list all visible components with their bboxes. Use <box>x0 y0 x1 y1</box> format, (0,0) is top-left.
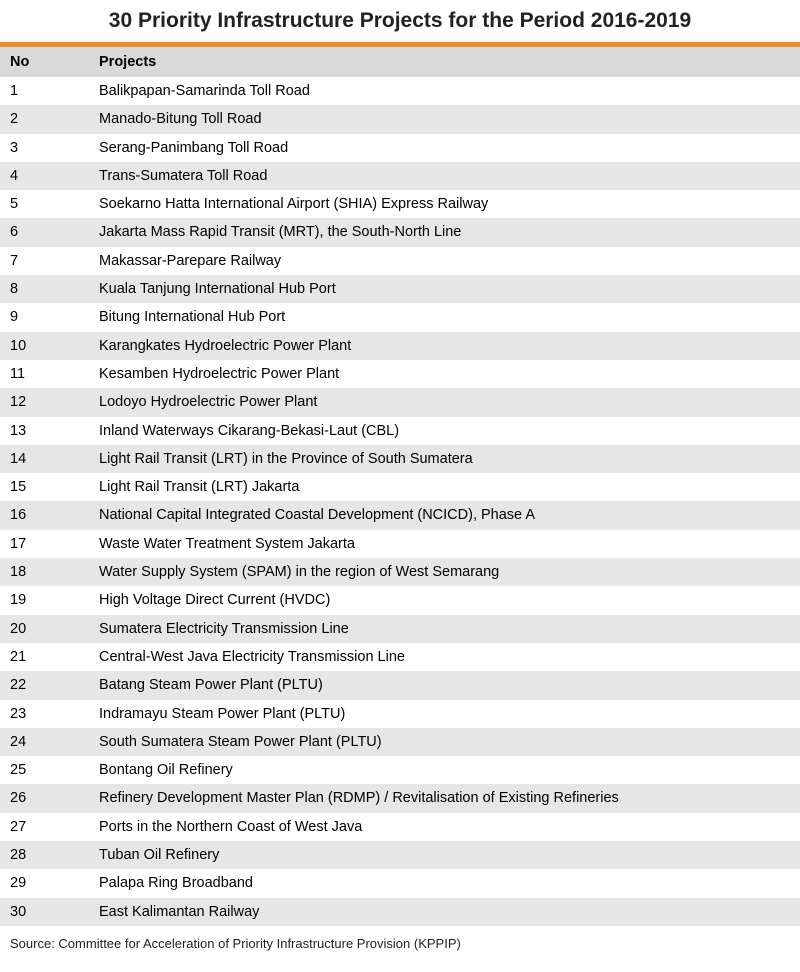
table-row <box>0 586 800 614</box>
row-project: South Sumatera Steam Power Plant (PLTU) <box>99 733 382 750</box>
row-project: Bitung International Hub Port <box>99 309 286 326</box>
row-number: 19 <box>10 592 27 609</box>
table-row <box>0 558 800 586</box>
table-row <box>0 360 800 388</box>
table-row <box>0 388 800 416</box>
row-project: Jakarta Mass Rapid Transit (MRT), the South-North Line <box>99 224 462 241</box>
row-project: Sumatera Electricity Transmission Line <box>99 620 349 637</box>
table-row <box>0 303 800 331</box>
row-number: 1 <box>10 83 19 99</box>
row-project: Makassar-Parepare Railway <box>99 252 282 269</box>
row-number: 28 <box>10 847 27 864</box>
row-project: Karangkates Hydroelectric Power Plant <box>99 337 352 354</box>
row-project: Kesamben Hydroelectric Power Plant <box>99 365 340 382</box>
row-project: Trans-Sumatera Toll Road <box>99 167 268 184</box>
row-number: 14 <box>10 450 27 467</box>
table-row <box>0 501 800 529</box>
table-row <box>0 190 800 218</box>
table-row <box>0 417 800 445</box>
row-project: National Capital Integrated Coastal Development (NCICD), Phase A <box>99 507 536 524</box>
table-row <box>0 841 800 869</box>
row-number: 8 <box>10 281 19 298</box>
table-row <box>0 445 800 473</box>
table-body <box>0 77 800 926</box>
row-project: Palapa Ring Broadband <box>99 875 253 892</box>
table-header <box>0 47 800 77</box>
row-number: 17 <box>10 535 27 552</box>
table-row <box>0 77 800 105</box>
row-number: 21 <box>10 648 27 665</box>
table-row <box>0 134 800 162</box>
table-row <box>0 869 800 897</box>
table-row <box>0 332 800 360</box>
row-project: Indramayu Steam Power Plant (PLTU) <box>99 705 346 722</box>
row-project: Batang Steam Power Plant (PLTU) <box>99 677 323 694</box>
row-project: Ports in the Northern Coast of West Java <box>99 818 363 835</box>
table-row <box>0 784 800 812</box>
row-number: 22 <box>10 677 27 694</box>
row-number: 24 <box>10 733 27 750</box>
table-row <box>0 473 800 501</box>
row-number: 30 <box>10 903 27 920</box>
row-number: 23 <box>10 705 27 722</box>
row-project: Kuala Tanjung International Hub Port <box>99 281 336 298</box>
source-note: Source: Committee for Acceleration of Priority Infrastructure Provision (KPPIP) <box>10 936 461 951</box>
row-number: 27 <box>10 818 27 835</box>
row-number: 13 <box>10 422 27 439</box>
row-number: 6 <box>10 224 19 241</box>
row-number: 3 <box>10 139 19 156</box>
row-number: 11 <box>10 365 26 382</box>
table-row <box>0 105 800 133</box>
row-project: Lodoyo Hydroelectric Power Plant <box>99 394 318 411</box>
row-number: 2 <box>10 111 19 128</box>
row-project: Bontang Oil Refinery <box>99 762 233 779</box>
row-number: 5 <box>10 196 19 213</box>
row-number: 15 <box>10 479 27 496</box>
header-projects: Projects <box>99 54 157 70</box>
header-no: No <box>10 54 30 70</box>
table-row <box>0 756 800 784</box>
row-project: Refinery Development Master Plan (RDMP) / Revitalisation of Existing Refineries <box>99 790 619 807</box>
table-row <box>0 218 800 246</box>
row-number: 12 <box>10 394 27 411</box>
row-number: 26 <box>10 790 27 807</box>
row-number: 20 <box>10 620 27 637</box>
row-number: 9 <box>10 309 19 326</box>
table-row <box>0 813 800 841</box>
row-project: Manado-Bitung Toll Road <box>99 111 262 128</box>
row-number: 18 <box>10 564 27 581</box>
table-row <box>0 530 800 558</box>
table-title: 30 Priority Infrastructure Projects for the Period 2016-2019 <box>108 9 692 32</box>
row-project: Light Rail Transit (LRT) in the Province of South Sumatera <box>99 450 473 467</box>
table-row <box>0 898 800 926</box>
row-project: Central-West Java Electricity Transmission Line <box>99 648 405 665</box>
table-row <box>0 247 800 275</box>
table-row <box>0 615 800 643</box>
table-row <box>0 643 800 671</box>
row-number: 4 <box>10 167 19 184</box>
row-number: 16 <box>10 507 27 524</box>
row-number: 10 <box>10 337 27 354</box>
table-row <box>0 275 800 303</box>
table-row <box>0 700 800 728</box>
row-project: Light Rail Transit (LRT) Jakarta <box>99 479 300 496</box>
row-project: Tuban Oil Refinery <box>99 847 220 864</box>
row-project: East Kalimantan Railway <box>99 903 260 920</box>
row-number: 25 <box>10 762 27 779</box>
table-row <box>0 728 800 756</box>
row-project: Water Supply System (SPAM) in the region of West Semarang <box>99 564 500 581</box>
table-row <box>0 162 800 190</box>
row-project: Inland Waterways Cikarang-Bekasi-Laut (CBL) <box>99 422 400 439</box>
row-project: Balikpapan-Samarinda Toll Road <box>99 83 310 99</box>
row-project: Soekarno Hatta International Airport (SHIA) Express Railway <box>99 196 489 213</box>
row-number: 29 <box>10 875 27 892</box>
row-number: 7 <box>10 252 19 269</box>
table-row <box>0 671 800 699</box>
row-project: Serang-Panimbang Toll Road <box>99 139 289 156</box>
row-project: High Voltage Direct Current (HVDC) <box>99 592 331 609</box>
row-project: Waste Water Treatment System Jakarta <box>99 535 355 552</box>
